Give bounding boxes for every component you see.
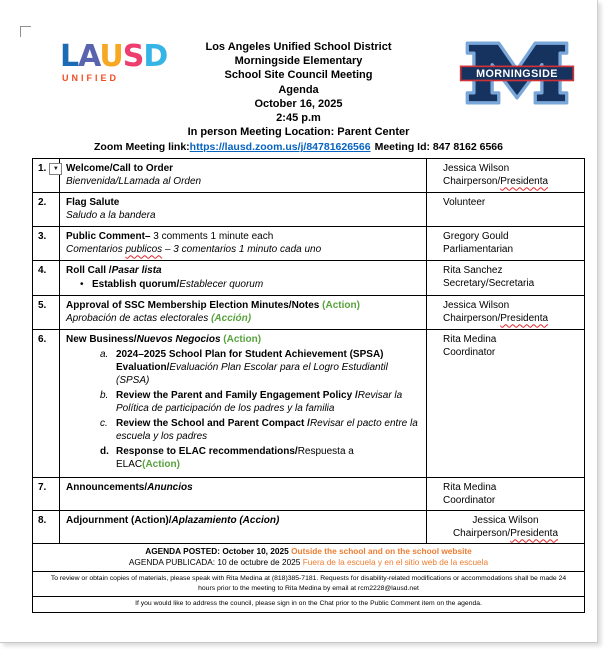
row-number: 4. [38,265,47,277]
posted-date-en: AGENDA POSTED: October 10, 2025 [145,546,292,557]
sub-item-letter: a. [100,349,109,361]
item-cell [60,296,427,330]
agenda-posted-es [37,557,580,568]
item-cell [60,159,427,193]
item-title-es [66,243,420,256]
text-segment: Review the Parent and Family Engagement Policy / [116,390,358,402]
sub-item-letter: c. [100,418,108,430]
agenda-row-5 [33,296,585,330]
meeting-name: School Site Council Meeting [224,69,373,82]
item-title-en [66,299,420,312]
text-segment: Establish quorum/ [92,279,180,291]
text-segment: Public Comment– [66,231,151,243]
role-text-misspelled: Presidenta [500,176,549,188]
agenda-posted-cell [33,544,585,572]
presenter-name: Jessica Wilson [443,163,510,175]
role-text: Chairperson/ [443,176,501,188]
zoom-link[interactable]: https://lausd.zoom.us/j/84781626566 [189,141,371,154]
item-cell [60,330,427,478]
presenter-name: Rita Medina [443,482,497,494]
item-title [66,481,420,494]
zoom-line [0,141,597,153]
district-title: Los Angeles Unified School District [205,41,392,53]
row-number-cell [33,261,60,296]
row-number: 1. [38,163,47,175]
item-title-en: Welcome/Call to Order [66,163,174,175]
presenter-cell [427,511,585,544]
sub-item-d [100,445,420,471]
bullet-icon: • [80,279,84,291]
sub-item-text [116,348,420,387]
role-text-misspelled: Presidenta [500,313,549,325]
presenter-role: Secretary/Secretaria [443,278,535,290]
text-segment: Comentarios [66,244,126,256]
row-number-cell [33,330,60,478]
text-segment: Nuevos Negocios [136,334,224,346]
posted-place-en: Outside the school and on the school website [291,546,472,557]
lausd-letter-s: S [122,39,144,74]
row-number-cell [33,296,60,330]
posted-date-es: AGENDA PUBLICADA: 10 de octubre de 2025 [128,557,303,568]
presenter-cell [427,159,585,193]
text-segment: Revisar la Política de participación de los padres y la familia [116,390,403,415]
sub-item-b [100,389,420,415]
text-segment-misspelled: publicos [125,244,163,256]
sub-item-text [116,417,420,443]
sub-item-c [100,417,420,443]
row-number: 8. [38,515,47,527]
row-number: 2. [38,197,47,209]
morningside-banner-text: MORNINGSIDE [476,68,558,81]
sub-item-text [116,389,420,415]
presenter-name: Jessica Wilson [443,300,510,312]
presenter-role [443,312,580,325]
item-cell [60,478,427,511]
agenda-posted-row [33,544,585,572]
item-title-en [66,230,420,243]
item-title-es [66,312,420,325]
lausd-unified-label: UNIFIED [62,73,119,83]
role-text: Chairperson/ [443,313,501,325]
lausd-letter-u: U [99,39,123,74]
materials-note: To review or obtain copies of materials, please speak with Rita Medina at (818)385-7181. Requests for disability-related modifications or accommodations shall be made 24 hours prior to the meeting to Rita Medina by email at rcm2228@lausd.net [33,572,585,597]
presenter-cell [427,330,585,478]
sub-item-text [116,445,420,471]
item-title [66,264,420,277]
text-segment: 2024–2025 School Plan for Student Achievement (SPSA) Evaluation/ [116,349,384,374]
presenter-name: Volunteer [443,197,486,209]
sub-item-letter: d. [100,446,109,458]
item-cell [60,261,427,296]
posted-place-es: Fuera de la escuela y en el sitio web de la escuela [302,557,489,568]
presenter-name: Rita Sanchez [443,265,503,277]
item-title [66,333,420,346]
action-tag: (Action) [223,334,262,346]
text-segment: Adjournment (Action)/ [66,515,172,527]
row-number: 7. [38,482,47,494]
item-cell [60,193,427,227]
doc-type: Agenda [278,83,319,96]
text-segment: New Business/ [66,334,137,346]
presenter-role [443,175,580,188]
row-number-cell [33,193,60,227]
item-title-es: Saludo a la bandera [66,210,156,222]
sub-item-a [100,348,420,387]
role-text-misspelled: Presidenta [510,528,559,540]
action-tag: (Action) [322,300,360,312]
action-tag-es: (Acción) [211,313,252,325]
agenda-row-6 [33,330,585,478]
presenter-cell [427,227,585,261]
morningside-m-icon [459,34,575,112]
lausd-letter-l: L [60,39,79,74]
row-number-cell [33,227,60,261]
meeting-id: Meeting Id: 847 8162 6566 [374,141,503,154]
agenda-row-7 [33,478,585,511]
text-segment: Anuncios [147,482,193,494]
text-segment: Revisar el pacto entre la escuela y los padres [116,418,418,443]
text-segment: Review the School and Parent Compact / [116,418,310,430]
morningside-logo [459,34,575,112]
item-cell [60,511,427,544]
text-segment: 3 comments 1 minute each [150,231,274,243]
lausd-logo [60,39,168,83]
meeting-time: 2:45 p.m [276,112,321,125]
row-number: 5. [38,300,47,312]
agenda-row-3 [33,227,585,261]
action-tag: (Action) [142,459,180,471]
text-segment: Response to ELAC recommendations/ [116,446,298,458]
lausd-wordmark [60,39,168,74]
meeting-location: In person Meeting Location: Parent Center [187,126,410,139]
text-segment: Evaluación Plan Escolar para el Logro Estudiantil (SPSA) [116,362,388,387]
presenter-role: Coordinator [443,347,496,359]
presenter-cell [427,261,585,296]
text-segment: Establecer quorum [179,279,264,291]
presenter-name: Gregory Gould [443,231,509,243]
presenter-name: Rita Medina [443,334,497,346]
presenter-role [431,527,580,540]
meeting-date: October 16, 2025 [254,97,343,110]
lausd-letter-d: D [143,39,168,74]
text-segment: Announcements/ [66,482,148,494]
row-number-cell [33,159,60,193]
agenda-row-4 [33,261,585,296]
agenda-row-1 [33,159,585,193]
text-segment: Aplazamiento (Accion) [171,515,280,527]
presenter-role: Parliamentarian [443,244,514,256]
school-name: Morningside Elementary [234,55,363,68]
presenter-cell [427,478,585,511]
row-number-cell [33,511,60,544]
agenda-row-8 [33,511,585,544]
item-cell [60,227,427,261]
item-title-en: Flag Salute [66,197,120,209]
presenter-role: Coordinator [443,495,496,507]
presenter-cell [427,296,585,330]
text-segment: Aprobación de actas electorales [66,313,212,325]
row-number: 3. [38,231,47,243]
presenter-cell [427,193,585,227]
materials-note-row [33,572,585,597]
address-council-note: If you would like to address the council, please sign in on the Chat prior to the Public Comment item on the agenda. [33,597,585,613]
agenda-row-2 [33,193,585,227]
text-segment: Approval of SSC Membership Election Minutes/Notes [66,300,323,312]
role-text: Chairperson/ [452,528,511,540]
row-number: 6. [38,334,47,346]
text-segment: – 3 comentarios 1 minuto cada uno [162,244,322,256]
bullet-item [66,278,420,291]
text-segment: Respuesta a ELAC [116,446,354,471]
document-header [0,0,597,153]
presenter-name: Jessica Wilson [472,515,539,527]
address-council-note-row [33,597,585,613]
bullet-text [92,278,263,291]
text-segment: Roll Call / [66,265,112,277]
zoom-link-label: Zoom Meeting link: [94,141,190,154]
dropdown-arrow-icon[interactable]: ▼ [49,163,62,175]
agenda-posted-en [37,546,580,557]
row-number-cell [33,478,60,511]
lausd-letter-a: A [78,39,100,74]
item-title [66,514,420,527]
agenda-table [32,158,585,613]
sub-item-letter: b. [100,390,109,402]
item-title-es: Bienvenida/LLamada al Orden [66,176,202,188]
text-segment: Pasar lista [111,265,162,277]
